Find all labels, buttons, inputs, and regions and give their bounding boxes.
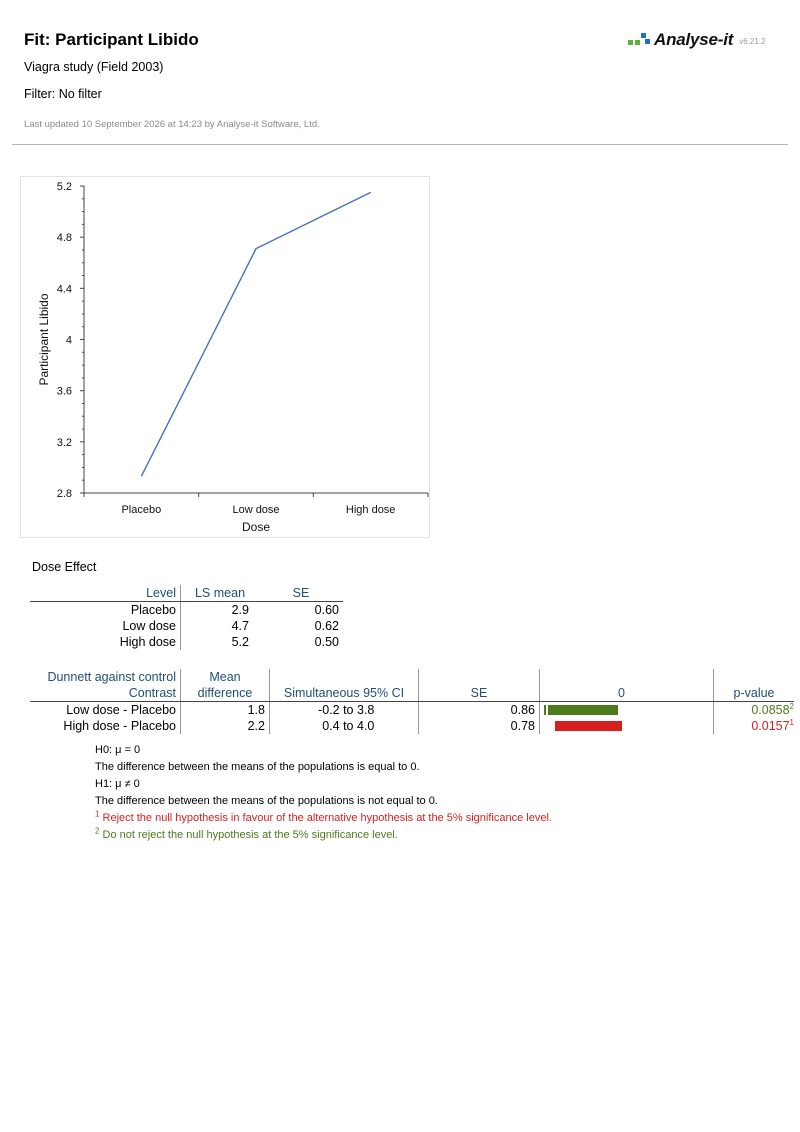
footnote-mark: 1 <box>789 717 794 727</box>
footnote-mark: 2 <box>95 826 100 836</box>
chart-frame <box>21 177 430 538</box>
footnote-2-text: Do not reject the null hypothesis at the 5% significance level. <box>102 829 398 841</box>
analyse-it-logo <box>628 30 766 50</box>
page-title: Fit: Participant Libido <box>24 30 199 49</box>
se-cell: 0.78 <box>419 718 540 734</box>
ls-mean-cell: 5.2 <box>231 635 249 649</box>
se-cell: 0.60 <box>314 603 339 617</box>
y-tick-label: 4.4 <box>56 283 72 296</box>
ci-to: to <box>343 719 354 733</box>
ci-to: to <box>343 703 354 717</box>
column-header-mean: Mean <box>181 669 270 685</box>
x-tick-label: Low dose <box>232 504 280 516</box>
se-cell: 0.86 <box>419 702 540 719</box>
ci-high: 4.0 <box>357 719 375 733</box>
ls-means-line-chart <box>20 176 430 538</box>
h1-label: H1: μ ≠ 0 <box>95 778 140 790</box>
contrast-cell: High dose - Placebo <box>30 718 181 734</box>
h1-description: The difference between the means of the populations is not equal to 0. <box>95 795 438 807</box>
column-header-dunnett: Dunnett against control <box>30 669 181 685</box>
table-header-row <box>30 685 794 702</box>
ci-cell <box>270 718 419 734</box>
difference-cell: 2.2 <box>181 718 270 734</box>
y-axis-title: Participant Libido <box>37 293 51 386</box>
column-header-level: Level <box>30 585 181 602</box>
ls-means-table <box>30 585 343 650</box>
h0-label: H0: μ = 0 <box>95 744 141 756</box>
table-row <box>30 634 343 650</box>
p-value-cell <box>714 718 795 734</box>
footnote-1 <box>95 810 552 827</box>
filter-label: Filter: No filter <box>24 87 102 101</box>
x-axis-title: Dose <box>241 520 271 534</box>
table-row <box>30 718 794 734</box>
header-divider <box>12 144 788 145</box>
version-label: v6.21.2 <box>739 37 766 46</box>
ci-cell <box>270 702 419 719</box>
y-tick-label: 3.2 <box>56 436 72 449</box>
y-tick-label: 4 <box>65 334 72 347</box>
logo-text: Analyse-it <box>654 30 734 49</box>
footnote-2 <box>95 827 552 844</box>
table-row <box>30 618 343 634</box>
level-cell: Low dose <box>30 618 181 634</box>
logo-squares-icon <box>628 32 650 48</box>
footnote-mark: 2 <box>789 701 794 711</box>
difference-cell: 1.8 <box>181 702 270 719</box>
column-header-contrast: Contrast <box>30 685 181 702</box>
column-header-se: SE <box>419 685 540 702</box>
p-value-cell <box>714 702 795 719</box>
dose-effect-title: Dose Effect <box>32 560 97 574</box>
table-row <box>30 702 794 719</box>
table-header-row <box>30 669 794 685</box>
column-header-difference: difference <box>181 685 270 702</box>
p-value: 0.0858 <box>751 703 790 717</box>
hypothesis-notes <box>95 742 552 844</box>
x-tick-label: Placebo <box>121 504 162 516</box>
last-updated-text: Last updated 10 September 2026 at 14:23 by Analyse-it Software, Ltd. <box>24 119 320 130</box>
ls-mean-cell: 2.9 <box>231 603 249 617</box>
dunnett-table <box>30 669 794 734</box>
zero-marker <box>544 705 546 715</box>
ls-mean-cell: 4.7 <box>231 619 249 633</box>
table-header-row <box>30 585 343 602</box>
h0-description: The difference between the means of the populations is equal to 0. <box>95 761 420 773</box>
x-tick-label: High dose <box>345 504 396 516</box>
column-header-ls-mean: LS mean <box>181 585 260 602</box>
ci-high: 3.8 <box>357 703 375 717</box>
p-value: 0.0157 <box>751 719 790 733</box>
y-tick-label: 2.8 <box>56 488 72 500</box>
ci-low: 0.4 <box>322 719 340 733</box>
column-header-p-value: p-value <box>714 685 795 702</box>
footnote-mark: 1 <box>95 809 100 819</box>
column-header-zero: 0 <box>540 685 714 702</box>
y-tick-label: 5.2 <box>56 181 72 193</box>
contrast-cell: Low dose - Placebo <box>30 702 181 719</box>
level-cell: Placebo <box>30 602 181 619</box>
column-header-se: SE <box>259 585 343 602</box>
ci-bar-low-dose <box>548 705 618 715</box>
se-cell: 0.62 <box>314 619 339 633</box>
ci-low: -0.2 <box>318 703 340 717</box>
ci-bar-cell <box>540 718 714 734</box>
table-row <box>30 602 343 619</box>
column-header-ci: Simultaneous 95% CI <box>270 685 419 702</box>
footnote-1-text: Reject the null hypothesis in favour of the alternative hypothesis at the 5% significance level. <box>102 812 552 824</box>
ci-bar-high-dose <box>555 721 622 731</box>
dataset-subtitle: Viagra study (Field 2003) <box>24 60 164 74</box>
y-tick-label: 3.6 <box>56 385 72 398</box>
level-cell: High dose <box>30 634 181 650</box>
se-cell: 0.50 <box>314 635 339 649</box>
y-tick-label: 4.8 <box>56 232 72 245</box>
ci-bar-cell <box>540 702 714 719</box>
